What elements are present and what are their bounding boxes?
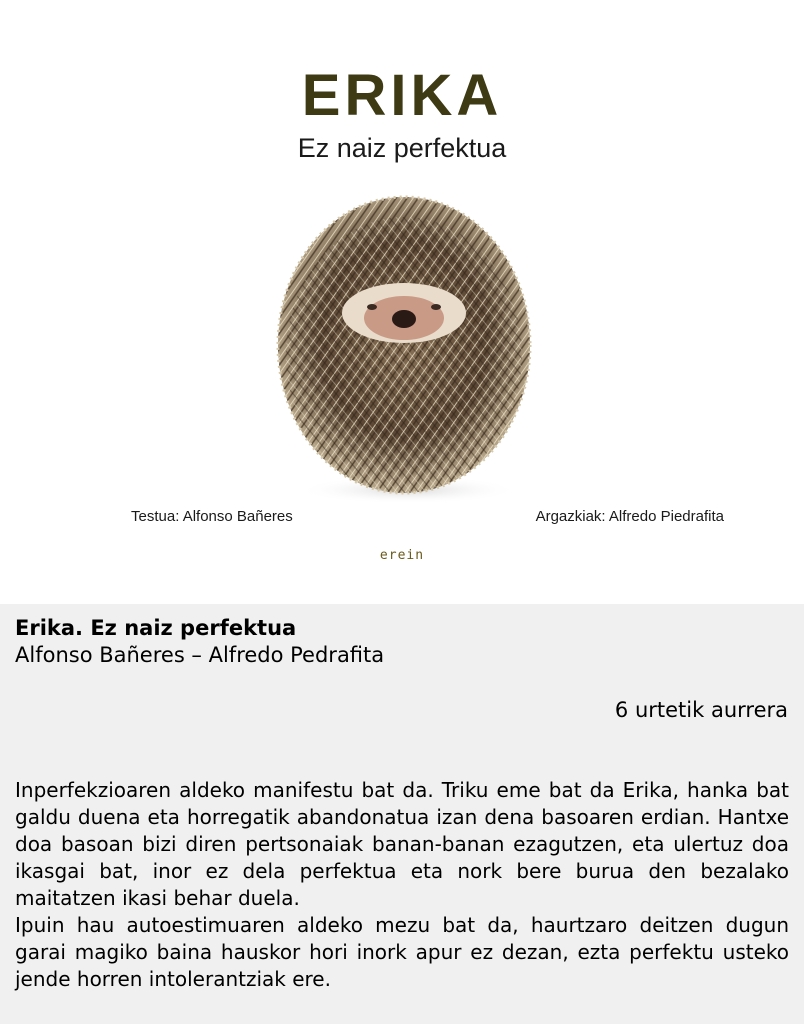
cover-title: ERIKA: [301, 63, 503, 128]
publisher-logo: erein: [379, 548, 425, 563]
description-paragraph-2: Ipuin hau autoestimuaren aldeko mezu bat da, haurtzaro deitzen dugun garai magiko baina hauskor hori inork apur ez dezan, ezta perfektu usteko jende horren intolerantziak ere.: [15, 913, 789, 991]
book-title: Erika. Ez naiz perfektua: [15, 616, 297, 640]
book-authors: Alfonso Bañeres – Alfredo Pedrafita: [15, 643, 385, 667]
author-credit: Testua: Alfonso Bañeres: [131, 508, 293, 525]
hedgehog-photo: [268, 185, 540, 515]
photographer-credit: Argazkiak: Alfredo Piedrafita: [535, 508, 724, 525]
book-description: [15, 777, 789, 993]
book-info-panel: [0, 604, 804, 1024]
cover-subtitle: Ez naiz perfektua: [297, 133, 507, 163]
age-recommendation: 6 urtetik aurrera: [614, 698, 788, 722]
description-paragraph-1: Inperfekzioaren aldeko manifestu bat da. Triku eme bat da Erika, hanka bat galdu duena eta horregatik abandonatua izan dena basoaren erdian. Hantxe doa basoan bizi diren pertsonaiak banan-banan ezagutzen, eta ulertuz doa ikasgai bat, inor ez dela perfektua eta nork bere burua den bezalako maitatzen ikasi behar duela.: [15, 778, 789, 910]
